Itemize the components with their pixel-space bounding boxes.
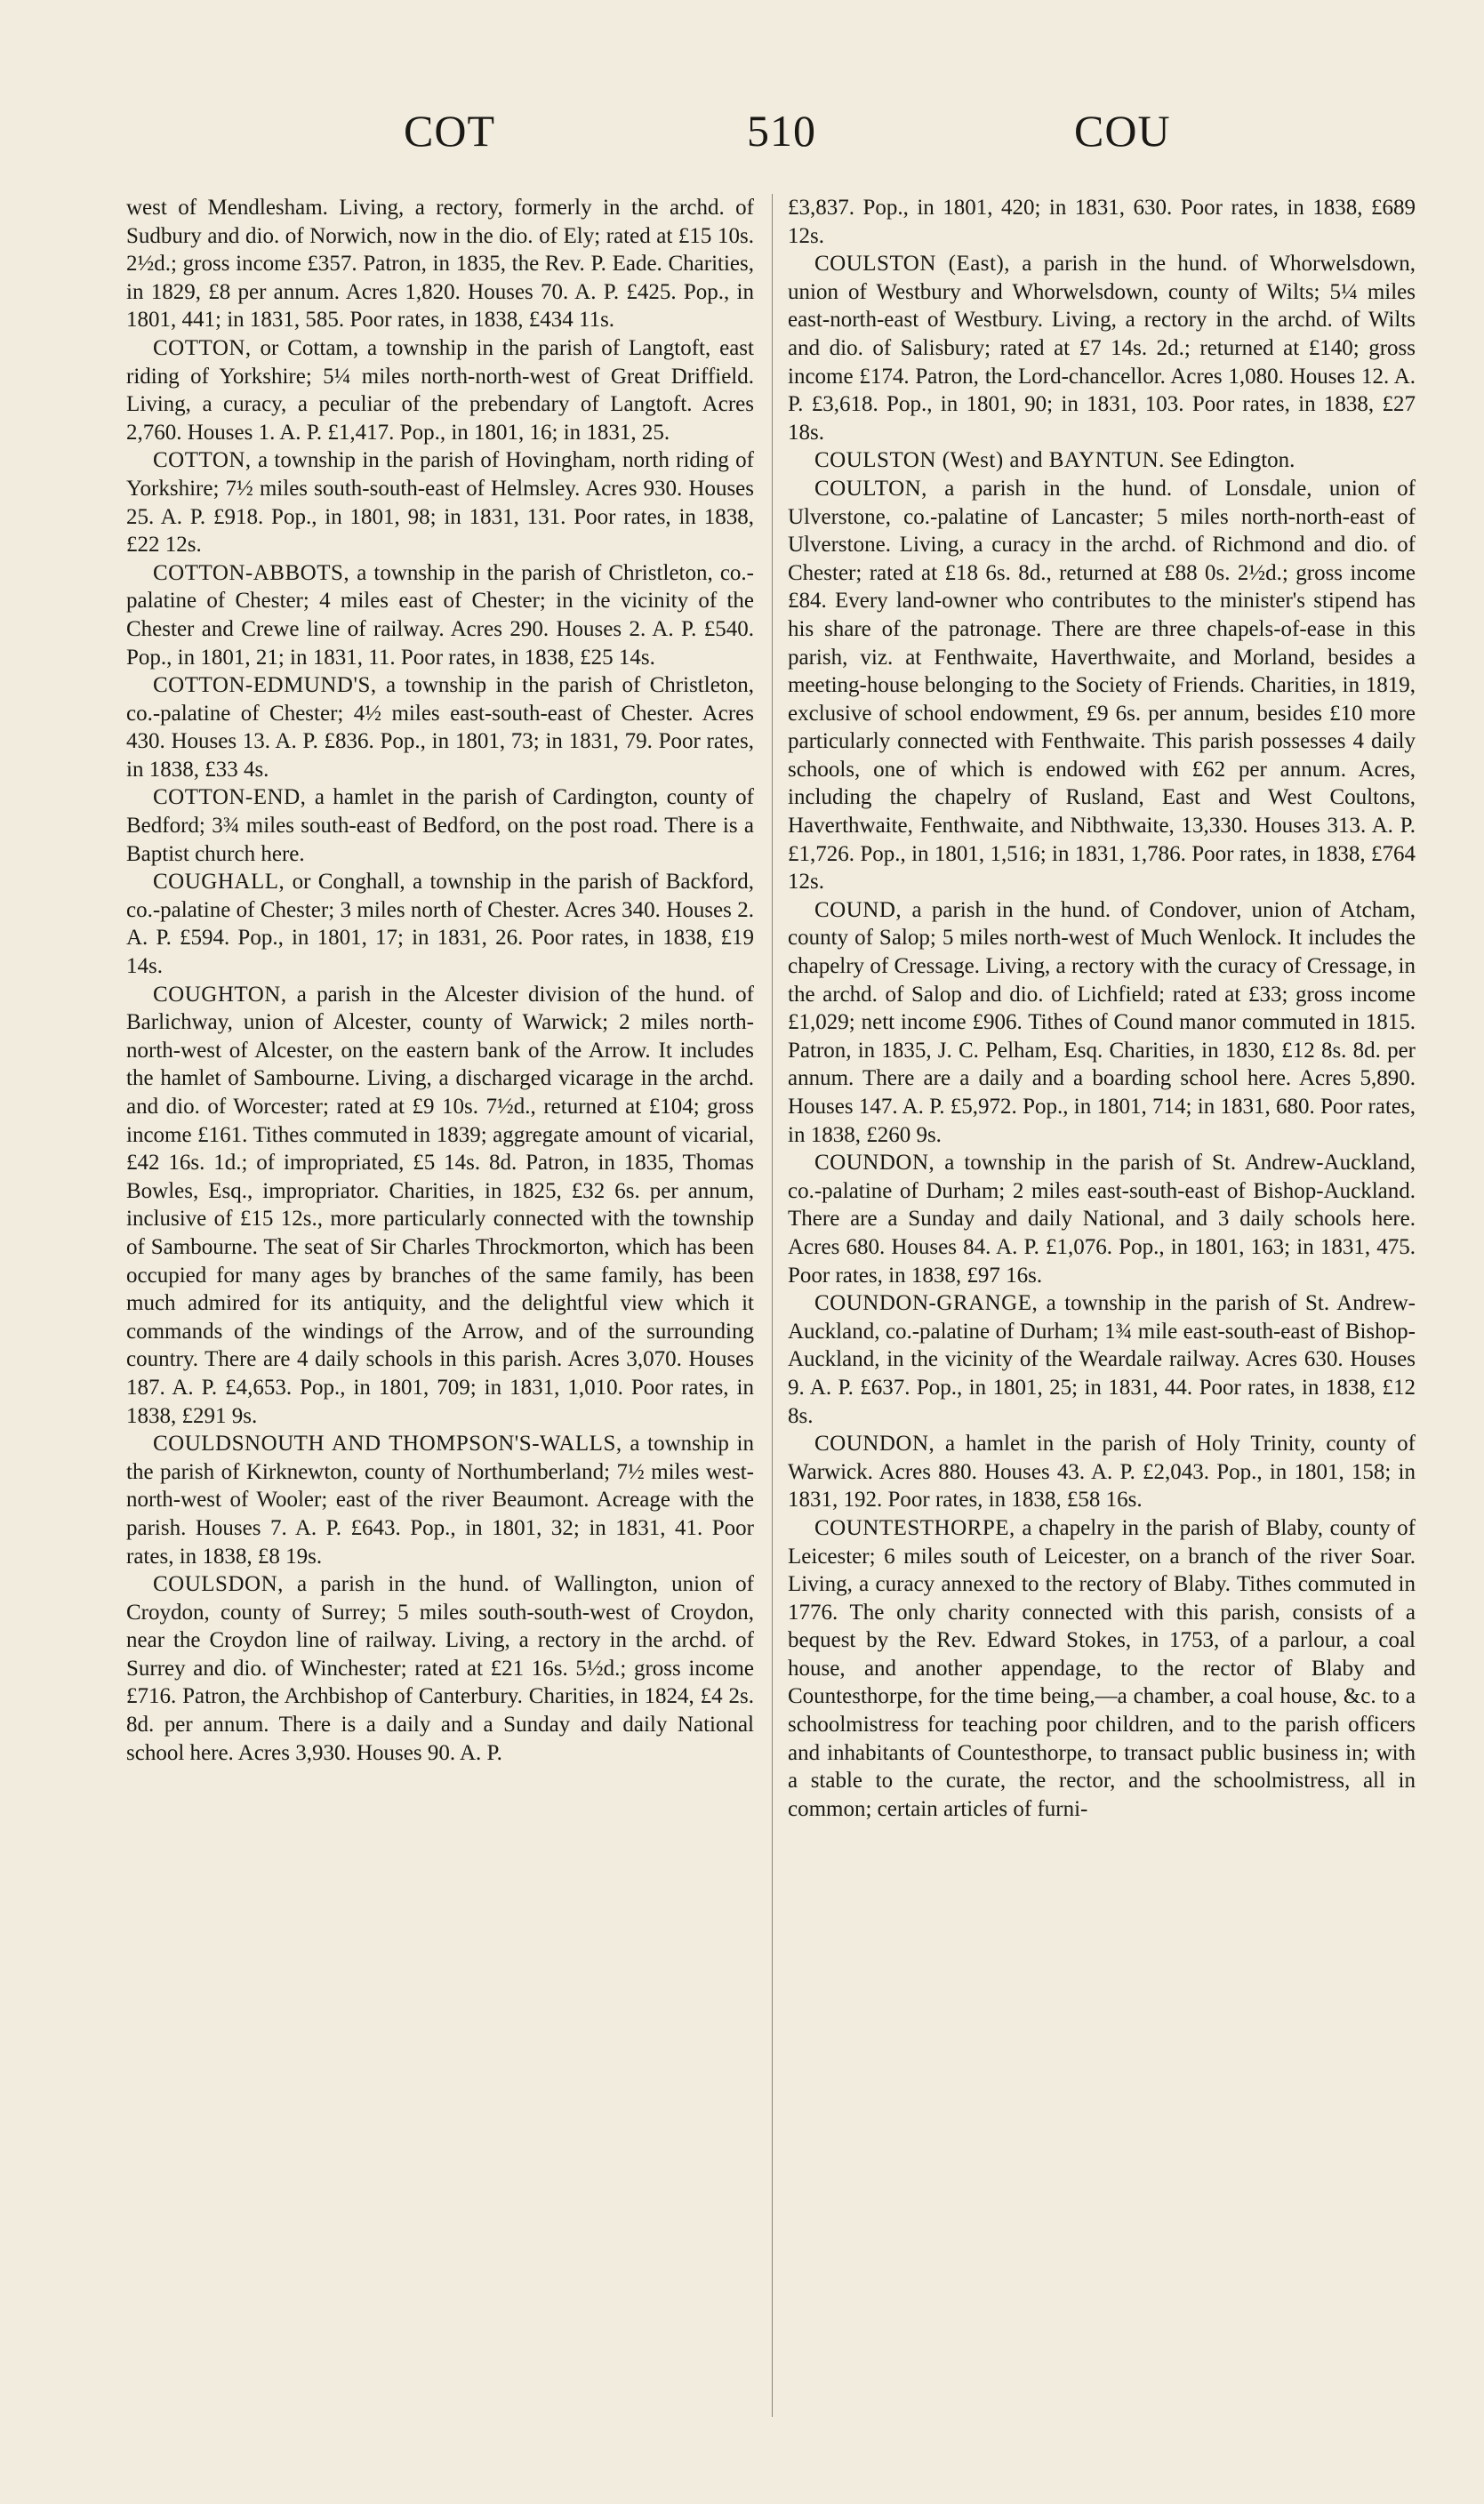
entry-headword: COULSTON (East), xyxy=(814,252,1011,277)
entry-continuation: west of Mendlesham. Living, a rectory, formerly in the archd. of Sudbury and dio. of Norwich, now in the dio. of Ely; rated at £15 10s. 2½d.; gross income £357. Patron, in 1835, the Rev. P. Eade. Charities, in 1829, £8 per annum. Acres 1,820. Houses 70. A. P. £425. Pop., in 1801, 441; in 1831, 585. Poor rates, in 1838, £434 11s. xyxy=(126,196,754,333)
entry-text: a township in the parish of Christleton, co.-palatine of Chester; 4 miles east of Chester; in the vicinity of the Chester and Crewe line of railway. Acres 290. Houses 2. A. P. £540. Pop., in 1801, 21; in 1831, 11. Poor rates, in 1838, £25 14s. xyxy=(126,560,754,670)
entry-headword: COTTON, xyxy=(153,448,252,473)
entry-text: or Conghall, a township in the parish of Backford, co.-palatine of Chester; 3 miles north of Chester. Acres 340. Houses 2. A. P. £594. Pop., in 1801, 17; in 1831, 26. Poor rates, in 1838, £19 14s. xyxy=(126,870,754,979)
entry xyxy=(788,446,1416,475)
entry-text: a hamlet in the parish of Cardington, county of Bedford; 3¾ miles south-east of Bedford, on the post road. There is a Baptist church here. xyxy=(126,785,754,866)
right-column xyxy=(788,194,1416,1823)
entry-text: a parish in the hund. of Wallington, union of Croydon, county of Surrey; 5 miles south-south-west of Croydon, near the Croydon line of railway. Living, a rectory in the archd. of Surrey and dio. of Winchester; rated at £21 16s. 5½d.; gross income £716. Patron, the Archbishop of Canterbury. Charities, in 1824, £4 2s. 8d. per annum. There is a daily and a Sunday and daily National school here. Acres 3,930. Houses 90. A. P. xyxy=(126,1572,754,1765)
entry-text: or Cottam, a township in the parish of Langtoft, east riding of Yorkshire; 5¼ miles north-north-west of Great Driffield. Living, a curacy, a peculiar of the prebendary of Langtoft. Acres 2,760. Houses 1. A. P. £1,417. Pop., in 1801, 16; in 1831, 25. xyxy=(126,335,754,445)
entry xyxy=(126,446,754,558)
entry-text: a parish in the hund. of Lonsdale, union of Ulverstone, co.-palatine of Lancaster; 5 miles north-north-east of Ulverstone. Living, a curacy in the archd. of Richmond and dio. of Chester; rated at £18 6s. 8d., returned at £88 0s. 2½d.; gross income £84. Every land-owner who contributes to the minister's stipend has his share of the patronage. There are three chapels-of-ease in this parish, viz. at Fenthwaite, Haverthwaite, and Morland, besides a meeting-house belonging to the Society of Friends. Charities, in 1819, exclusive of school endowment, £9 6s. per annum, besides £10 more particularly connected with Fenthwaite. This parish possesses 4 daily schools, one of which is endowed with £62 per annum. Acres, including the chapelry of Rusland, East and West Coultons, Haverthwaite, Fenthwaite, and Nibthwaite, 13,330. Houses 313. A. P. £1,726. Pop., in 1801, 1,516; in 1831, 1,786. Poor rates, in 1838, £764 12s. xyxy=(788,476,1416,895)
entry xyxy=(126,868,754,980)
entry xyxy=(126,334,754,446)
entry-headword: COTTON-EDMUND'S, xyxy=(153,673,377,698)
entry-headword: COTTON, xyxy=(153,335,252,360)
entry-text: a township in the parish of St. Andrew-Auckland, co.-palatine of Durham; 1¾ mile east-south-east of Bishop-Auckland, in the vicinity of the Weardale railway. Acres 630. Houses 9. A. P. £637. Pop., in 1801, 25; in 1831, 44. Poor rates, in 1838, £12 8s. xyxy=(788,1291,1416,1428)
entry-text: a township in the parish of Christleton, co.-palatine of Chester; 4½ miles east-south-east of Chester. Acres 430. Houses 13. A. P. £836. Pop., in 1801, 73; in 1831, 79. Poor rates, in 1838, £33 4s. xyxy=(126,673,754,782)
entry-text: a chapelry in the parish of Blaby, county of Leicester; 6 miles south of Leicester, on a branch of the river Soar. Living, a curacy annexed to the rectory of Blaby. Tithes commuted in 1776. The only charity connected with this parish, consists of a bequest by the Rev. Edward Stokes, in 1753, of a parlour, a coal house, and another appendage, to the rector of Blaby and Countesthorpe, for the time being,—a chamber, a coal house, &c. to a schoolmistress for teaching poor children, and to the parish officers and inhabitants of Countesthorpe, to transact public business in; with a stable to the curate, the rector, and the schoolmistress, all in common; certain articles of furni- xyxy=(788,1515,1416,1821)
entry-text: a township in the parish of Kirknewton, county of Northumberland; 7½ miles west-north-west of Wooler; east of the river Beaumont. Acreage with the parish. Houses 7. A. P. £643. Pop., in 1801, 32; in 1831, 41. Poor rates, in 1838, £8 19s. xyxy=(126,1432,754,1569)
entry xyxy=(788,1430,1416,1514)
entry-text: a parish in the hund. of Condover, union of Atcham, county of Salop; 5 miles north-west of Much Wenlock. It includes the chapelry of Cressage. Living, a rectory with the curacy of Cressage, in the archd. of Salop and dio. of Lichfield; rated at £33; gross income £1,029; nett income £906. Tithes of Cound manor commuted in 1815. Patron, in 1835, J. C. Pelham, Esq. Charities, in 1830, £12 8s. 8d. per annum. There are a daily and a boarding school here. Acres 5,890. Houses 147. A. P. £5,972. Pop., in 1801, 714; in 1831, 680. Poor rates, in 1838, £260 9s. xyxy=(788,897,1416,1147)
entry-text: a township in the parish of St. Andrew-Auckland, co.-palatine of Durham; 2 miles east-south-east of Bishop-Auckland. There are a Sunday and daily National, and 3 daily schools here. Acres 680. Houses 84. A. P. £1,076. Pop., in 1801, 163; in 1831, 475. Poor rates, in 1838, £97 16s. xyxy=(788,1151,1416,1288)
entry xyxy=(126,671,754,783)
entry xyxy=(126,1430,754,1570)
page-number: 510 xyxy=(747,106,816,156)
entry xyxy=(788,1514,1416,1824)
entry-headword: COULDSNOUTH AND THOMPSON'S-WALLS, xyxy=(153,1432,622,1457)
entry-headword: COUGHALL, xyxy=(153,870,285,895)
entry-text: a hamlet in the parish of Holy Trinity, county of Warwick. Acres 880. Houses 43. A. P. £2,043. Pop., in 1801, 158; in 1831, 192. Poor rates, in 1838, £58 16s. xyxy=(788,1432,1416,1513)
left-column xyxy=(126,194,754,1767)
column-divider xyxy=(772,194,773,2417)
entry-headword: COULTON, xyxy=(814,476,927,501)
entry-text: a township in the parish of Hovingham, north riding of Yorkshire; 7½ miles south-south-east of Helmsley. Acres 930. Houses 25. A. P. £918. Pop., in 1801, 98; in 1831, 131. Poor rates, in 1838, £22 12s. xyxy=(126,448,754,558)
entry-text: a parish in the hund. of Whorwelsdown, union of Westbury and Whorwelsdown, county of Wilts; 5¼ miles east-north-east of Westbury. Living, a rectory in the archd. of Wilts and dio. of Salisbury; rated at £7 14s. 2d.; returned at £140; gross income £174. Patron, the Lord-chancellor. Acres 1,080. Houses 12. A. P. £3,618. Pop., in 1801, 90; in 1831, 103. Poor rates, in 1838, £27 18s. xyxy=(788,252,1416,445)
entry-headword: COTTON-END, xyxy=(153,785,307,810)
entry-headword: COUNDON, xyxy=(814,1151,935,1176)
entry xyxy=(788,1289,1416,1430)
entry-headword: COUNDON-GRANGE, xyxy=(814,1291,1039,1316)
entry xyxy=(126,783,754,868)
entry xyxy=(788,250,1416,446)
entry-text: See Edington. xyxy=(1164,448,1295,473)
header-left-guideword: COT xyxy=(404,106,495,156)
entry-continuation: £3,837. Pop., in 1801, 420; in 1831, 630. Poor rates, in 1838, £689 12s. xyxy=(788,196,1416,248)
header-right-guideword: COU xyxy=(1074,106,1171,156)
entry xyxy=(788,1149,1416,1289)
entry-headword: COUNTESTHORPE, xyxy=(814,1515,1015,1540)
entry xyxy=(788,896,1416,1149)
entry-headword: COUGHTON, xyxy=(153,982,287,1007)
entry xyxy=(126,559,754,671)
entry-text: a parish in the Alcester division of the hund. of Barlichway, union of Alcester, county of Warwick; 2 miles north-north-west of Alcester, on the eastern bank of the Arrow. It includes the hamlet of Sambourne. Living, a discharged vicarage in the archd. and dio. of Worcester; rated at £9 10s. 7½d., returned at £104; gross income £161. Tithes commuted in 1839; aggregate amount of vicarial, £42 16s. 1d.; of impropriated, £5 14s. 8d. Patron, in 1835, Thomas Bowles, Esq., impropriator. Charities, in 1825, £32 6s. per annum, inclusive of £15 12s., more particularly connected with the township of Sambourne. The seat of Sir Charles Throckmorton, which has been occupied for many ages by branches of the same family, has been much admired for its antiquity, and the delightful view which it commands of the windings of the Arrow, and of the surrounding country. There are 4 daily schools in this parish. Acres 3,070. Houses 187. A. P. £4,653. Pop., in 1801, 709; in 1831, 1,010. Poor rates, in 1838, £291 9s. xyxy=(126,982,754,1428)
entry-headword: COULSTON (West) and BAYNTUN. xyxy=(814,448,1165,473)
entry-headword: COUND, xyxy=(814,897,902,922)
entry-headword: COULSDON, xyxy=(153,1572,284,1597)
entry xyxy=(126,1570,754,1767)
entry xyxy=(788,475,1416,896)
entry-headword: COTTON-ABBOTS, xyxy=(153,560,350,585)
entry xyxy=(126,981,754,1431)
entry-headword: COUNDON, xyxy=(814,1432,935,1457)
running-header xyxy=(124,105,1440,176)
